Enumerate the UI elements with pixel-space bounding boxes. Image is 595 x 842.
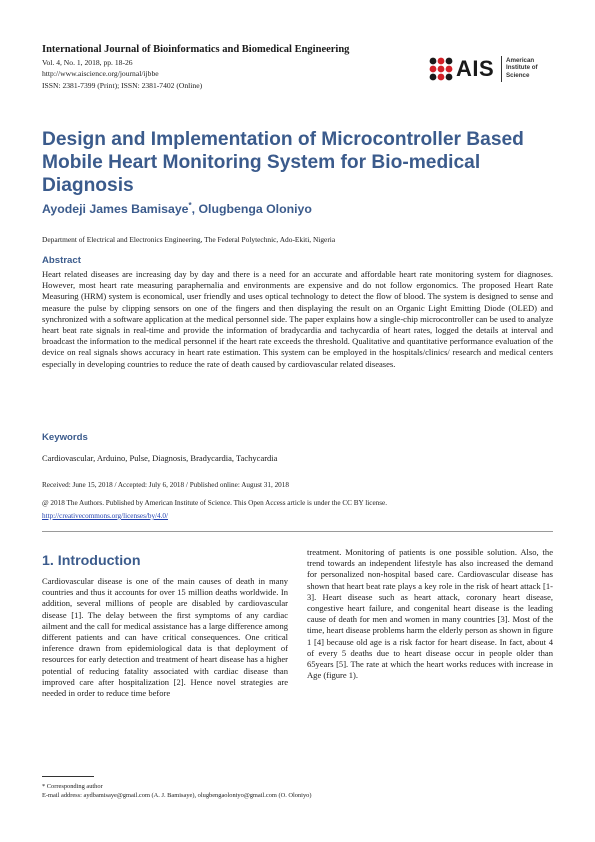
logo-subtitle: American Institute of Science <box>506 57 538 79</box>
abstract-text: Heart related diseases are increasing day by day and there is a need for an accurate and affordable heart rate monitoring system for diagnoses. However, most heart rate measuring paraphernalia and environments are expensive and do not follow ergonomics. The proposed Heart Rate Measuring (HRM) system is economical, user friendly and uses optical technology to detect the flow of blood. The system is designed to sense and measure the pulse by clipping sensors on one of the fingers and then displaying the result on an Organic Light Emitting Diode (OLED) and synchronized with a software application at the medical personnel side. The paper explains how a single-chip microcontroller can be used to analyze heart beat rate signals in real-time and provide the information of bradycardia and tachycardia of heart rates, logged the details at interval and broadcast the information to the medical personnel if the heart rate exceeds the threshold. Qualitative and quantitative performance evaluation of the device on real signals shows accuracy in heart rate estimation. This system can be employed in the hospitals/clinics/ research and medical centers especially in developing countries to reduce the rate of death caused by cardiovascular related diseases. <box>42 269 553 369</box>
author-separator: , <box>191 202 199 217</box>
license-statement: @ 2018 The Authors. Published by American Institute of Science. This Open Access article is under the CC BY license. <box>42 499 388 507</box>
author-list <box>42 201 312 216</box>
author-email[interactable]: E-mail address: aydbamisaye@gmail.com (A. J. Bamisaye), olugbengaoloniyo@gmail.com (O. Oloniyo) <box>42 792 312 799</box>
footnote-divider <box>42 776 94 777</box>
introduction-right-column: treatment. Monitoring of patients is one possible solution. Also, the trend towards an independent lifestyle has also increased the demand for personalized non-hospital based care. Cardiovascular disease has shown that heart beat rate plays a key role in the risk of heart attack [1-3]. Heart disease such as heart attack, coronary heart disease, congestive heart failure, and congenital heart disease is the leading cause of death for men and women in many countries [3]. Most of the time, heart disease problems harm the elderly person as shown in figure 1 [4] because old age is a risk factor for heart disease. In fact, about 4 of every 5 deaths due to heart disease occur in people older than 65years [5]. The rate at which the heart works reduces with increase in Age (figure 1). <box>307 547 553 681</box>
volume-info: Vol. 4, No. 1, 2018, pp. 18-26 <box>42 58 133 67</box>
ais-logo <box>426 54 556 88</box>
license-link[interactable]: http://creativecommons.org/licenses/by/4.0/ <box>42 512 169 520</box>
introduction-left-column: Cardiovascular disease is one of the main causes of death in many countries and thus it accounts for over 15 million deaths worldwide. In addition, several millions of people are disabled by cardiovascular disease [1]. The delay between the first symptoms of any cardiac ailment and the call for medical assistance has a large difference among different patients and can have critical consequences. One critical inference drawn from epidemiological data is that deployment of resources for early detection and treatment of heart disease has a higher potential of reducing fatality associated with cardiac disease than improved care after hospitalization [2]. Hence novel strategies are needed in order to reduce time before <box>42 576 288 699</box>
publication-dates: Received: June 15, 2018 / Accepted: July 6, 2018 / Published online: August 31, 2018 <box>42 481 289 489</box>
issn-info: ISSN: 2381-7399 (Print); ISSN: 2381-7402 (Online) <box>42 80 203 90</box>
logo-divider <box>501 56 502 82</box>
corresponding-author-note: * Corresponding author <box>42 783 103 790</box>
journal-name: International Journal of Bioinformatics and Biomedical Engineering <box>42 44 350 55</box>
corresponding-mark: * <box>188 201 192 210</box>
introduction-heading: 1. Introduction <box>42 553 141 569</box>
affiliation: Department of Electrical and Electronics Engineering, The Federal Polytechnic, Ado-Ekiti, Nigeria <box>42 235 336 244</box>
journal-url[interactable]: http://www.aiscience.org/journal/ijbbe <box>42 69 159 79</box>
keywords-text: Cardiovascular, Arduino, Pulse, Diagnosis, Bradycardia, Tachycardia <box>42 453 278 463</box>
author-name: Ayodeji James Bamisaye <box>42 202 189 217</box>
journal-header <box>42 44 402 91</box>
paper-title: Design and Implementation of Microcontroller Based Mobile Heart Monitoring System for Bio-medical Diagnosis <box>42 129 524 196</box>
section-divider <box>42 531 553 532</box>
author-name: Olugbenga Oloniyo <box>198 202 312 217</box>
abstract-heading: Abstract <box>42 255 81 266</box>
ais-logo-mark-icon <box>426 54 456 84</box>
logo-text: AIS <box>456 56 495 81</box>
keywords-heading: Keywords <box>42 432 88 443</box>
